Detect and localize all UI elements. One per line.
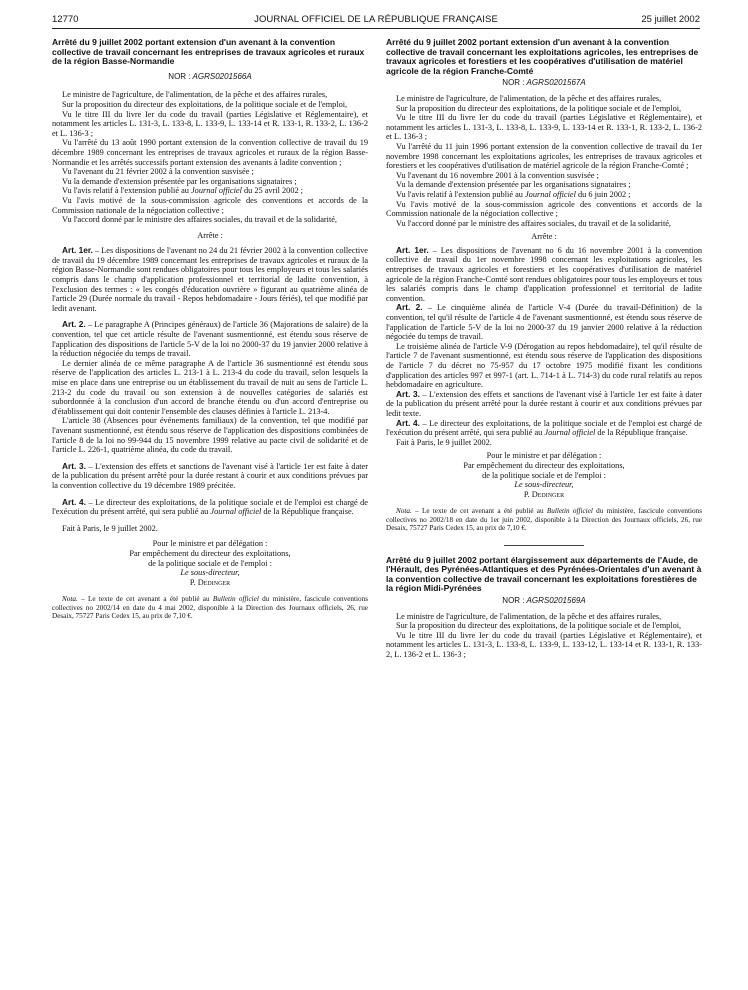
article-label: Art. 3. (396, 388, 420, 399)
visa-paragraph: Vu l'avis motivé de la sous-commission agricole des conventions et accords de la Commission nationale de la négociation collective ; (386, 199, 702, 219)
article-text: – Les dispositions de l'avenant no 24 du 21 février 2002 à la convention collective de travail du 19 décembre 1989 concernant les entreprises de travaux agricoles et ruraux de la région Basse-Normandie sont rendues obligatoires pour tous les employeurs et tous les salariés compris dans le champ d'application professionnel et territorial de ladite convention, à l'exclusion des termes : « les congés d'éducation ouvrière » figurant au quatrième alinéa de l'article 29 (Durée normale du travail - Repos hebdomadaire - Jours fériés), tel que modifié par ledit avenant. (52, 246, 368, 313)
visa-paragraph (52, 186, 368, 196)
article-4 (52, 498, 368, 517)
nor-reference (386, 78, 702, 88)
article-label: Art. 2. (62, 319, 86, 330)
journal-officiel-ref: Journal officiel (544, 428, 596, 438)
visa-paragraph: Vu l'arrêté du 11 juin 1996 portant extension de la convention collective de travail du 1er novembre 1998 concernant les exploitations agricoles, les entreprises de travaux agricoles et forestiers et les coopératives d'utilisation de matériel agricole de la région Franche-Comté ; (386, 141, 702, 171)
signature-place-date: Fait à Paris, le 9 juillet 2002. (396, 437, 492, 447)
visa-paragraph: Vu l'avenant du 21 février 2002 à la convention susvisée ; (62, 167, 254, 177)
right-column (386, 38, 702, 986)
signature-line: Par empêchement du directeur des exploitations, (129, 548, 291, 558)
visa-paragraph: Sur la proposition du directeur des exploitations, de la politique sociale et de l'emploi, (396, 103, 682, 113)
article-text: – Le cinquième alinéa de l'article V-4 (Durée du travail-Définition) de la convention, tel qu'il résulte de l'article 4 de l'avenant susmentionné, est étendu sous réserve de l'application de l'article 5-V de la loi no 2000-37 du 19 janvier 2000 relative à la réduction négociée du temps de travail. (386, 303, 702, 342)
article-text: – L'extension des effets et sanctions de l'avenant visé à l'article 1er est faite à dater de la publication du présent arrêté pour la durée restant à courir et aux conditions prévues par la convention collective du 19 décembre 1989 précitée. (52, 461, 368, 490)
visa-paragraph: Vu l'arrêté du 13 août 1990 portant extension de la convention collective de travail du 19 décembre 1989 concernant les entreprises de travaux agricoles et ruraux de la région Basse-Normandie et les arrêtés successifs portant extension des avenants à ladite convention ; (52, 138, 368, 167)
visa-paragraph: Le ministre de l'agriculture, de l'alimentation, de la pêche et des affaires rurales, (396, 93, 662, 103)
decree-title: Arrêté du 9 juillet 2002 portant élargissement aux départements de l'Aude, de l'Hérault, des Pyrénées-Atlantiques et des Pyrénées-Orientales d'un avenant à la convention collective de travail concernant les exploitations forestières de la région Midi-Pyrénées (386, 554, 702, 594)
nota-label: Nota. (396, 507, 412, 516)
journal-officiel-ref: Journal officiel (210, 507, 262, 517)
issue-date: 25 juillet 2002 (641, 14, 700, 25)
signature-block (386, 451, 702, 499)
article-label: Art. 2. (396, 302, 423, 313)
article-text: – Les dispositions de l'avenant no 6 du 16 novembre 2001 à la convention collective de travail du 1er novembre 1998 concernant les exploitations agricoles, les entreprises de travaux agricoles et forestiers et les coopératives d'utilisation de matériel agricole de la région Franche-Comté sont rendues obligatoires pour tous les employeurs et tous les salariés compris dans le champ d'application professionnel et territorial de ladite convention. (386, 245, 702, 303)
page-header (52, 14, 700, 29)
article-2 (52, 320, 368, 358)
article-label: Art. 4. (396, 417, 420, 428)
visa-text: du 6 juin 2002 ; (575, 189, 631, 199)
visa-text: du 25 avril 2002 ; (241, 186, 303, 196)
journal-officiel-ref: Journal officiel (190, 186, 242, 196)
journal-title: JOURNAL OFFICIEL DE LA RÉPUBLIQUE FRANÇAISE (254, 14, 498, 25)
journal-officiel-ref: Journal officiel (524, 189, 576, 199)
article-label: Art. 4. (62, 496, 86, 507)
nota-text: du ministère, fascicule conventions collectives no 2002/18 en date du 1er juin 2002, disponible à la Direction des Journaux officiels, 26, rue Desaix, 75727 Paris Cedex 15, au prix de 7,10 €. (386, 507, 702, 533)
nor-label: NOR : (502, 78, 525, 88)
article-label: Art. 3. (62, 460, 86, 471)
article-2-paragraph: Le dernier alinéa de ce même paragraphe A de l'article 36 susmentionné est étendu sous réserve de l'application des articles L. 213-1 à L. 213-4 du code du travail, selon lesquels la mise en place dans une entreprise ou un établissement du travail de nuit au sens de l'article L. 213-2 du code du travail ou son extension à de nouvelles catégories de salariés est subordonnée à la conclusion d'un accord de branche étendu ou d'un accord d'entreprise ou d'établissement qui doit contenir l'ensemble des clauses définies à l'article L. 213-4. (52, 358, 368, 416)
article-3 (52, 462, 368, 491)
article-2-paragraph: L'article 38 (Absences pour événements familiaux) de la convention, tel que modifié par l'avenant susmentionné, est étendu sous réserve de l'application des dispositions combinées de l'article 8 de la loi no 99-944 du 15 novembre 1999 relative au pacte civil de solidarité et de l'article L. 226-1, quatrième alinéa, du code du travail. (52, 416, 368, 455)
nor-label: NOR : (168, 71, 191, 81)
visa-paragraph (386, 190, 702, 200)
article-text: de la République française. (595, 428, 688, 438)
article-2 (386, 303, 702, 341)
signatory-name: P. Dedinger (523, 489, 565, 499)
visa-paragraph: Vu la demande d'extension présentée par les organisations signataires ; (396, 180, 631, 190)
signature-line: Pour le ministre et par délégation : (152, 539, 268, 549)
arrete-heading: Arrête : (197, 230, 223, 240)
nota-label: Nota. (62, 595, 78, 604)
nor-code: AGRS0201566A (192, 71, 252, 81)
signature-line: de la politique sociale et de l'emploi : (148, 558, 272, 568)
visa-paragraph: Vu le titre III du livre Ier du code du travail (parties Législative et Réglementaire), et notamment les articles L. 131-3, L. 133-8, L. 133-9, L. 133-14 et R. 133-1, R. 133-2, L. 136-2 et L. 136-3 ; (386, 113, 702, 142)
visa-paragraph: Le ministre de l'agriculture, de l'alimentation, de la pêche et des affaires rurales, (396, 611, 662, 621)
nor-code: AGRS0201569A (526, 595, 586, 605)
signatory-role: Le sous-directeur, (180, 568, 240, 578)
visa-paragraph: Vu l'accord donné par le ministre des affaires sociales, du travail et de la solidarité, (62, 215, 338, 225)
article-label: Art. 1er. (396, 244, 429, 255)
visa-text: Vu l'avis relatif à l'extension publié au (62, 186, 191, 196)
article-1 (386, 246, 702, 304)
signature-line: de la politique sociale et de l'emploi : (482, 470, 606, 480)
visa-paragraph: Vu l'avis motivé de la sous-commission agricole des conventions et accords de la Commission nationale de la négociation collective ; (52, 195, 368, 215)
article-text: – Le directeur des exploitations, de la politique sociale et de l'emploi est chargé de l'exécution du présent arrêté, qui sera publié au (52, 497, 368, 517)
visa-paragraph: Vu le titre III du livre Ier du code du travail (parties Législative et Réglementaire), et notamment les articles L. 131-3, L. 133-8, L. 133-9, L. 133-12, L. 133-14 et R. 133-1, R. 133-2, L. 136-2 et L. 136-3 ; (386, 630, 702, 659)
nor-reference (52, 72, 368, 82)
visa-paragraph: Sur la proposition du directeur des exploitations, de la politique sociale et de l'emploi, (396, 621, 682, 631)
visa-paragraph: Sur la proposition du directeur des exploitations, de la politique sociale et de l'emploi, (62, 99, 348, 109)
arrete-heading: Arrête : (531, 232, 557, 242)
nota-text: – Le texte de cet avenant a été publié au (77, 595, 213, 604)
article-text: – Le directeur des exploitations, de la politique sociale et de l'emploi est chargé de l'exécution du présent arrêté, qui sera publié au (386, 418, 702, 438)
article-2-paragraph: Le troisième alinéa de l'article V-9 (Dérogation au repos hebdomadaire), tel qu'il résulte de l'article 7 de l'avenant susmentionné, est étendu sous réserve de l'application des dispositions de l'article 7 du décret no 75-957 du 17 octobre 1975 modifié fixant les conditions d'application des articles 997 et 997-1 (art. L. 714-1 à L. 714-3) du code rural relatifs au repos hebdomadaire en agriculture. (386, 341, 702, 390)
article-3 (386, 390, 702, 419)
signatory-role: Le sous-directeur, (514, 480, 574, 490)
article-text: – L'extension des effets et sanctions de l'avenant visé à l'article 1er est faite à dater de la publication du présent arrêté pour la durée restant à courir et aux conditions prévues par ledit texte. (386, 389, 702, 418)
nor-code: AGRS0201567A (526, 78, 586, 88)
visa-paragraph: Vu l'avenant du 16 novembre 2001 à la convention susvisée ; (396, 170, 599, 180)
nota (386, 507, 702, 532)
article-text: de la République française. (261, 507, 354, 517)
nor-label: NOR : (502, 595, 525, 605)
section-divider (504, 545, 584, 546)
nota-text: du ministère, fascicule conventions collectives no 2002/14 en date du 4 mai 2002, disponible à la Direction des Journaux officiels, 26, rue Desaix, 75727 Paris Cedex 15, au prix de 7,10 €. (52, 595, 368, 621)
visa-paragraph: Vu le titre III du livre Ier du code du travail (parties Législative et Réglementaire), et notamment les articles L. 131-3, L. 133-8, L. 133-9, L. 133-14 et R. 133-1, R. 133-2, L. 136-2 et L. 136-3 ; (52, 109, 368, 138)
bulletin-officiel-ref: Bulletin officiel (212, 595, 259, 604)
visa-text: Vu l'avis relatif à l'extension publié au (396, 189, 525, 199)
signature-line: Par empêchement du directeur des exploitations, (463, 460, 625, 470)
signatory-name: P. Dedinger (189, 577, 231, 587)
left-column (52, 38, 368, 986)
article-text: – Le paragraphe A (Principes généraux) de l'article 36 (Majorations de salaire) de la convention, tel que cet article résulte de l'avenant susmentionné, est étendu sous réserve de l'application des dispositions de l'article 5-V de la loi no 2000-37 du 19 janvier 2000 relative à la réduction négociée du temps de travail. (52, 320, 368, 359)
nor-reference (386, 596, 702, 606)
article-1 (52, 246, 368, 313)
visa-paragraph: Vu l'accord donné par le ministre des affaires sociales, du travail et de la solidarité, (396, 218, 672, 228)
page-number: 12770 (52, 14, 79, 25)
article-label: Art. 1er. (62, 245, 93, 256)
visa-paragraph: Vu la demande d'extension présentée par les organisations signataires ; (62, 176, 297, 186)
nota (52, 595, 368, 620)
signature-block (52, 539, 368, 587)
bulletin-officiel-ref: Bulletin officiel (546, 507, 593, 516)
article-4 (386, 419, 702, 438)
decree-title: Arrêté du 9 juillet 2002 portant extension d'un avenant à la convention collective de travail concernant les exploitations agricoles, les entreprises de travaux agricoles et forestiers et les coopératives d'utilisation de matériel agricole de la région Franche-Comté (386, 38, 699, 76)
visa-paragraph: Le ministre de l'agriculture, de l'alimentation, de la pêche et des affaires rurales, (62, 90, 328, 100)
decree-title: Arrêté du 9 juillet 2002 portant extension d'un avenant à la convention collective de travail concernant les entreprises de travaux agricoles et ruraux de la région Basse-Normandie (52, 38, 365, 67)
signature-line: Pour le ministre et par délégation : (486, 451, 602, 461)
nota-text: – Le texte de cet avenant a été publié au (411, 507, 547, 516)
signature-place-date: Fait à Paris, le 9 juillet 2002. (62, 523, 158, 533)
